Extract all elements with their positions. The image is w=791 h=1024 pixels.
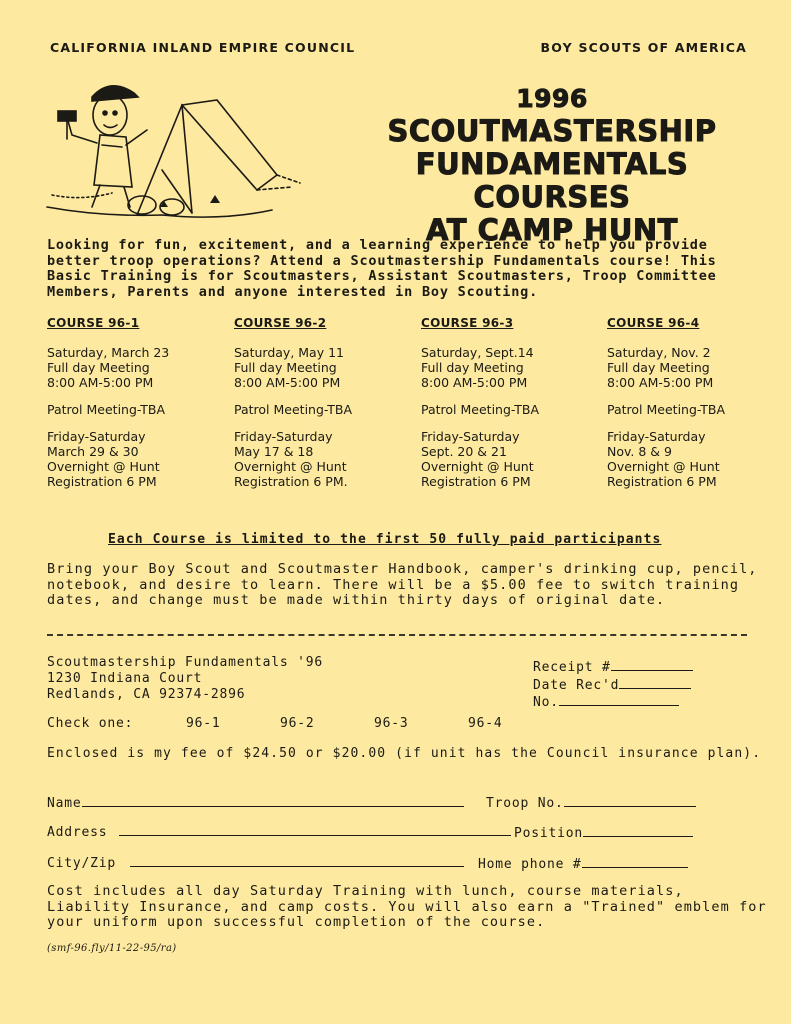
check-option-96-2[interactable]: 96-2	[280, 716, 315, 731]
course-heading: COURSE 96-2	[234, 316, 327, 330]
council-name: CALIFORNIA INLAND EMPIRE COUNCIL	[50, 40, 356, 55]
course-overnight-dates: Nov. 8 & 9	[607, 444, 672, 459]
course-registration: Registration 6 PM	[607, 474, 717, 489]
title-line-3: AT CAMP HUNT	[426, 213, 678, 247]
course-patrol-meeting: Patrol Meeting-TBA	[421, 402, 540, 417]
course-date: Saturday, May 11	[234, 345, 344, 360]
scout-tent-illustration	[42, 75, 307, 225]
address-line-2: 1230 Indiana Court	[47, 671, 203, 686]
course-overnight-place: Overnight @ Hunt	[234, 459, 347, 474]
course-meeting: Full day Meeting	[234, 360, 337, 375]
check-option-96-3[interactable]: 96-3	[374, 716, 409, 731]
troop-field-group	[486, 794, 696, 811]
course-heading: COURSE 96-3	[421, 316, 514, 330]
organization-name: BOY SCOUTS OF AMERICA	[540, 40, 747, 55]
mailing-address	[47, 655, 323, 703]
address-line-1: Scoutmastership Fundamentals '96	[47, 655, 324, 670]
intro-paragraph: Looking for fun, excitement, and a learning experience to help you provide better troop operations? Attend a Scoutmastership Fundamentals course! This Basic Training is for Scoutmasters, Assistant Scoutmasters, Troop Committee Members, Parents and anyone interested in Boy Scouting.	[47, 237, 717, 300]
troop-number-label: Troop No.	[486, 796, 564, 811]
title-line-1: SCOUTMASTERSHIP	[387, 114, 717, 148]
course-schedule	[47, 316, 767, 506]
position-field-group	[514, 824, 693, 841]
office-use-block	[533, 658, 693, 711]
course-overnight-place: Overnight @ Hunt	[47, 459, 160, 474]
course-overnight-dates: May 17 & 18	[234, 444, 314, 459]
course-meeting: Full day Meeting	[421, 360, 524, 375]
check-option-96-4[interactable]: 96-4	[468, 716, 503, 731]
address-label: Address	[47, 825, 108, 840]
what-to-bring-paragraph: Bring your Boy Scout and Scoutmaster Handbook, camper's drinking cup, pencil, notebook, and desire to learn. There will be a $5.00 fee to switch training dates, and change must be made within thirty days of original date.	[47, 561, 758, 608]
course-patrol-meeting: Patrol Meeting-TBA	[607, 402, 726, 417]
course-overnight-dates: Sept. 20 & 21	[421, 444, 507, 459]
name-field-group	[47, 794, 464, 811]
course-date: Saturday, Nov. 2	[607, 345, 711, 360]
participant-limit-notice: Each Course is limited to the first 50 fully paid participants	[108, 532, 662, 547]
course-time: 8:00 AM-5:00 PM	[234, 375, 341, 390]
fee-statement: Enclosed is my fee of $24.50 or $20.00 (if unit has the Council insurance plan).	[47, 746, 762, 761]
name-label: Name	[47, 796, 82, 811]
city-zip-field-group	[47, 854, 464, 871]
course-overnight-days: Friday-Saturday	[607, 429, 706, 444]
course-date: Saturday, Sept.14	[421, 345, 534, 360]
home-phone-field-group	[478, 855, 688, 872]
address-input[interactable]	[119, 823, 511, 836]
title-block	[352, 82, 752, 247]
course-registration: Registration 6 PM	[47, 474, 157, 489]
course-overnight-dates: March 29 & 30	[47, 444, 139, 459]
course-meeting: Full day Meeting	[607, 360, 710, 375]
receipt-field[interactable]	[611, 658, 693, 671]
date-received-label: Date Rec'd	[533, 677, 620, 693]
name-input[interactable]	[82, 794, 464, 807]
troop-number-input[interactable]	[564, 794, 696, 807]
date-received-field[interactable]	[619, 676, 691, 689]
course-time: 8:00 AM-5:00 PM	[47, 375, 154, 390]
receipt-label: Receipt #	[533, 660, 611, 675]
course-time: 8:00 AM-5:00 PM	[607, 375, 714, 390]
course-registration: Registration 6 PM	[421, 474, 531, 489]
document-code: (smf-96.fly/11-22-95/ra)	[47, 943, 177, 954]
course-patrol-meeting: Patrol Meeting-TBA	[47, 402, 166, 417]
course-column	[234, 316, 414, 489]
title-year: 1996	[516, 84, 588, 113]
title-line-2: FUNDAMENTALS COURSES	[415, 147, 689, 214]
course-overnight-days: Friday-Saturday	[234, 429, 333, 444]
position-label: Position	[514, 826, 584, 841]
course-meeting: Full day Meeting	[47, 360, 150, 375]
course-column	[47, 316, 227, 489]
cut-line-divider	[47, 634, 747, 636]
home-phone-input[interactable]	[582, 855, 688, 868]
check-one-label: Check one:	[47, 716, 134, 731]
number-field[interactable]	[559, 693, 679, 706]
city-zip-label: City/Zip	[47, 856, 117, 871]
cost-includes-paragraph: Cost includes all day Saturday Training with lunch, course materials, Liability Insurance, and camp costs. You will also earn a "Trained" emblem for your uniform upon successful completion of the course.	[47, 883, 767, 930]
address-line-3: Redlands, CA 92374-2896	[47, 687, 246, 702]
city-zip-input[interactable]	[130, 854, 464, 867]
course-patrol-meeting: Patrol Meeting-TBA	[234, 402, 353, 417]
course-column	[421, 316, 601, 489]
course-date: Saturday, March 23	[47, 345, 170, 360]
course-heading: COURSE 96-1	[47, 316, 140, 330]
course-registration: Registration 6 PM.	[234, 474, 348, 489]
course-overnight-days: Friday-Saturday	[47, 429, 146, 444]
course-overnight-place: Overnight @ Hunt	[607, 459, 720, 474]
position-input[interactable]	[583, 824, 693, 837]
course-overnight-days: Friday-Saturday	[421, 429, 520, 444]
course-time: 8:00 AM-5:00 PM	[421, 375, 528, 390]
course-column	[607, 316, 787, 489]
address-field-group	[47, 823, 511, 840]
number-label: No.	[533, 695, 559, 710]
check-option-96-1[interactable]: 96-1	[186, 716, 221, 731]
course-overnight-place: Overnight @ Hunt	[421, 459, 534, 474]
course-heading: COURSE 96-4	[607, 316, 700, 330]
home-phone-label: Home phone #	[478, 857, 582, 872]
